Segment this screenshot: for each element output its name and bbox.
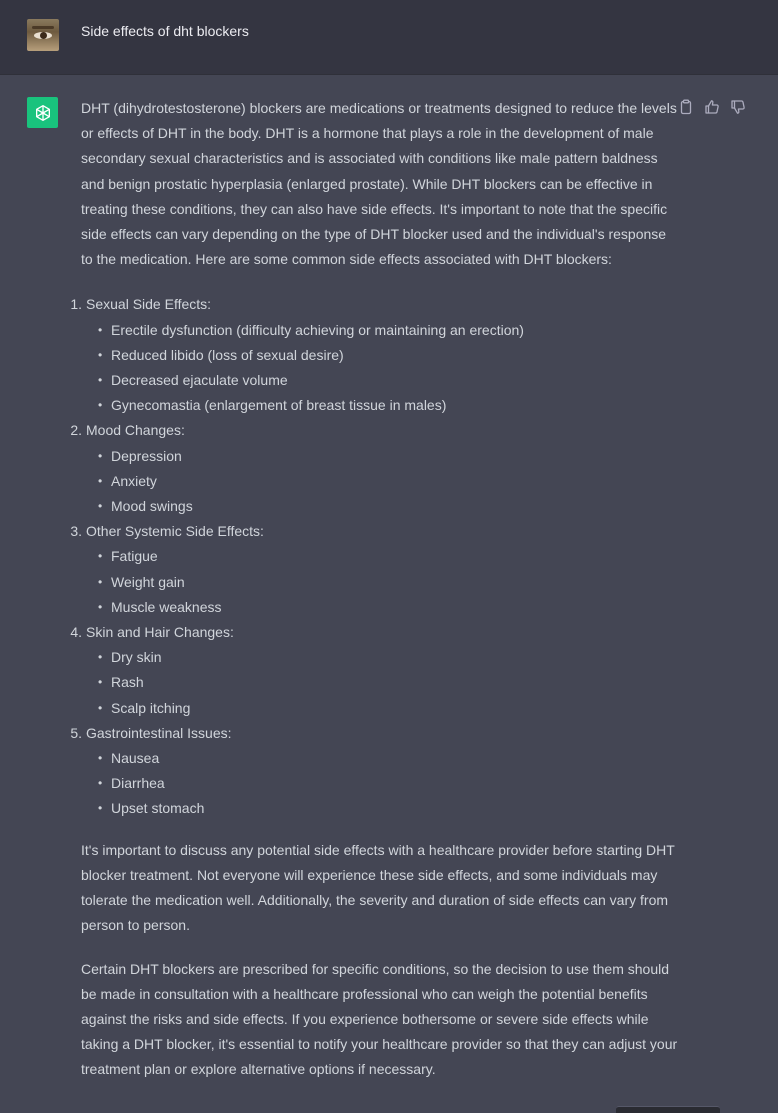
section-item [70,418,681,519]
list-item [86,670,681,695]
user-prompt-text: Side effects of dht blockers [81,23,249,39]
section-title: Skin and Hair Changes: [86,624,234,641]
list-item-text: Upset stomach [111,800,205,817]
consultation-paragraph: Certain DHT blockers are prescribed for specific conditions, so the decision to use them should be made in consultation with a healthcare professional who can weigh the potential benefits against the risks and side effects. If you experience bothersome or severe side effects while taking a DHT blocker, it's essential to notify your healthcare provider so that they can adjust your treatment plan or explore alternative options if necessary. [81,960,678,1078]
bullet-icon: • [98,473,103,488]
list-item [86,343,681,368]
thumbs-down-icon[interactable] [730,99,746,115]
bullet-icon: • [98,675,103,690]
bullet-icon: • [98,373,103,388]
list-item [86,696,681,721]
thumbs-up-icon[interactable] [704,99,720,115]
section-item [70,292,681,418]
bullet-icon: • [98,776,103,791]
section-number: 1. [70,296,82,313]
list-item [86,645,681,670]
assistant-message [70,96,681,1083]
list-item-text: Mood swings [111,498,193,515]
list-item [86,393,681,418]
list-item [86,444,681,469]
bullet-icon: • [98,448,103,463]
list-item [86,796,681,821]
section-number: 2. [70,422,82,439]
section-items [86,746,681,822]
list-item-text: Dry skin [111,649,162,666]
discussion-paragraph: It's important to discuss any potential side effects with a healthcare provider before starting DHT blocker treatment. Not everyone will experience these side effects, and some individuals may tolerate the medication well. Additionally, the severity and duration of side effects can vary from person to person. [81,841,675,934]
intro-paragraph: DHT (dihydrotestosterone) blockers are medications or treatments designed to reduce the levels or effects of DHT in the body. DHT is a hormone that plays a role in the development of male secondary sexual characteristics and is associated with conditions like male pattern baldness and benign prostatic hyperplasia (enlarged prostate). While DHT blockers can be effective in treating these conditions, they can also have side effects. It's important to note that the specific side effects can vary depending on the type of DHT blocker used and the individual's response to the medication. Here are some common side effects associated with DHT blockers: [81,100,677,268]
section-items [86,645,681,721]
list-item [86,746,681,771]
list-item-text: Reduced libido (loss of sexual desire) [111,346,344,363]
list-item-text: Muscle weakness [111,598,222,615]
section-items [86,444,681,520]
section-title: Mood Changes: [86,422,185,439]
section-items [86,318,681,419]
section-number: 3. [70,523,82,540]
bullet-icon: • [98,499,103,514]
list-item-text: Diarrhea [111,775,165,792]
openai-logo-icon [27,97,58,128]
section-number: 4. [70,624,82,641]
section-items [86,544,681,620]
bullet-icon: • [98,322,103,337]
bullet-icon: • [98,549,103,564]
section-item [70,620,681,721]
section-title: Sexual Side Effects: [86,296,212,313]
bullet-icon: • [98,650,103,665]
section-number: 5. [70,724,82,741]
list-item [86,469,681,494]
section-item [70,721,681,822]
bullet-icon: • [98,700,103,715]
list-item [86,318,681,343]
scroll-to-bottom-tab[interactable] [616,1106,720,1113]
message-actions [678,99,746,115]
list-item-text: Rash [111,674,144,691]
user-message-row [0,0,778,75]
list-item-text: Scalp itching [111,699,191,716]
list-item [86,544,681,569]
list-item [86,570,681,595]
bullet-icon: • [98,347,103,362]
list-item-text: Anxiety [111,472,157,489]
section-item [70,519,681,620]
list-item-text: Nausea [111,750,160,767]
bullet-icon: • [98,574,103,589]
list-item-text: Weight gain [111,573,185,590]
bullet-icon: • [98,751,103,766]
list-item [86,368,681,393]
list-item-text: Decreased ejaculate volume [111,372,288,389]
list-item [86,771,681,796]
list-item-text: Gynecomastia (enlargement of breast tissue in males) [111,397,447,414]
list-item-text: Depression [111,447,182,464]
bullet-icon: • [98,398,103,413]
section-title: Gastrointestinal Issues: [86,724,232,741]
section-title: Other Systemic Side Effects: [86,523,264,540]
list-item [86,494,681,519]
list-item-text: Erectile dysfunction (difficulty achieving or maintaining an erection) [111,321,524,338]
side-effects-list [70,292,681,821]
user-avatar [27,19,59,51]
bullet-icon: • [98,599,103,614]
list-item-text: Fatigue [111,548,158,565]
list-item [86,595,681,620]
bullet-icon: • [98,801,103,816]
